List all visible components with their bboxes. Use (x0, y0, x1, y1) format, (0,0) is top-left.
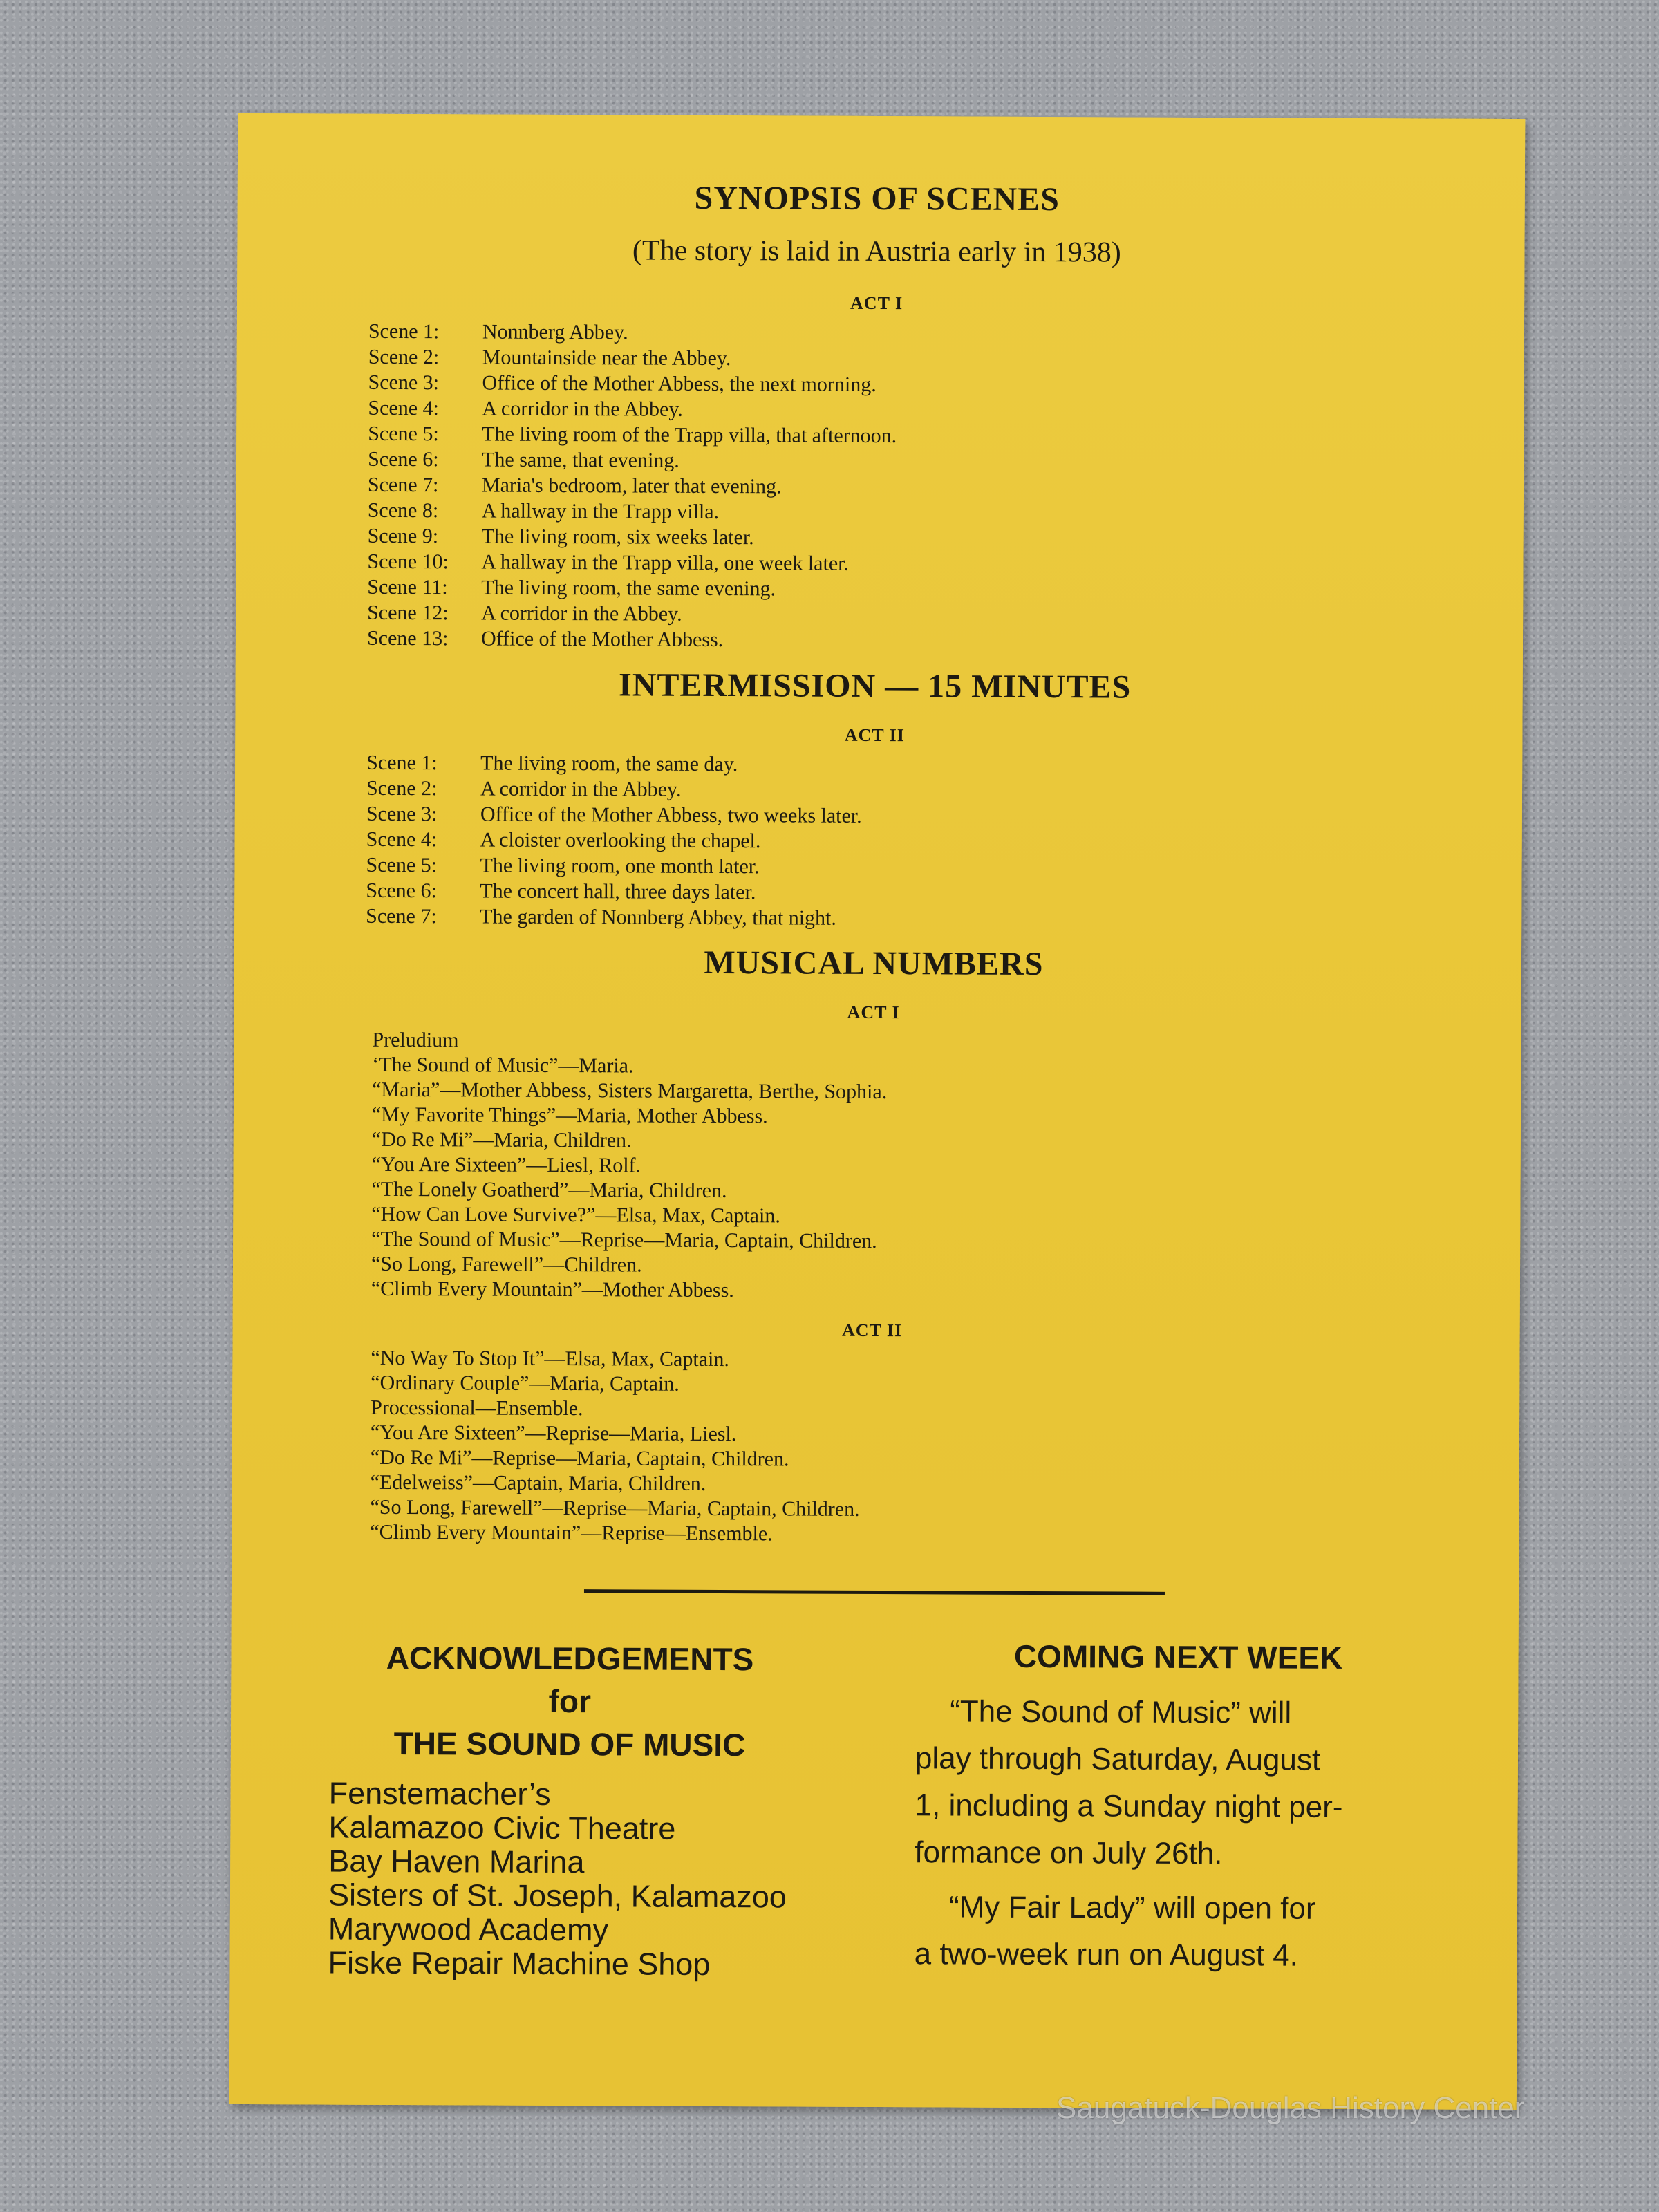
scene-label: Scene 1: (366, 751, 438, 775)
song-item: “My Favorite Things”—Maria, Mother Abbess. (371, 1103, 768, 1128)
act2-scenes-heading: ACT II (844, 724, 906, 746)
song-item: “The Lonely Goatherd”—Maria, Children. (371, 1177, 727, 1203)
scene-row (368, 498, 897, 525)
scene-text: Office of the Mother Abbess, the next morning. (482, 371, 877, 396)
intermission-heading: INTERMISSION — 15 MINUTES (618, 666, 1132, 706)
acknowledgement-item: Fenstemacher’s (328, 1775, 551, 1812)
scene-row (366, 878, 861, 906)
scene-text: A cloister overlooking the chapel. (480, 828, 761, 853)
scene-text: Mountainside near the Abbey. (482, 346, 731, 371)
scene-label: Scene 9: (367, 524, 439, 548)
scene-label: Scene 6: (366, 879, 437, 903)
scene-text: The living room, one month later. (480, 854, 760, 879)
scene-row (368, 447, 897, 474)
act1-scene-list (367, 319, 897, 653)
acknowledgements-title: ACKNOWLEDGEMENTS (386, 1639, 754, 1678)
song-item: “Climb Every Mountain”—Mother Abbess. (371, 1277, 734, 1302)
acknowledgement-item: Fiske Repair Machine Shop (328, 1944, 711, 1982)
song-item: “The Sound of Music”—Reprise—Maria, Captain, Children. (371, 1227, 877, 1253)
paragraph-line: 1, including a Sunday night per- (915, 1788, 1343, 1824)
scene-row (368, 472, 897, 500)
song-item: “Maria”—Mother Abbess, Sisters Margaretta, Berthe, Sophia. (372, 1078, 888, 1104)
scene-label: Scene 1: (368, 319, 440, 344)
scene-label: Scene 4: (366, 827, 438, 852)
scene-text: The garden of Nonnberg Abbey, that night. (480, 905, 837, 930)
acknowledgements-list (328, 1777, 787, 1982)
synopsis-subtitle: (The story is laid in Austria early in 1938) (632, 234, 1121, 269)
musical-numbers-title: MUSICAL NUMBERS (704, 944, 1044, 983)
scene-label: Scene 8: (367, 498, 439, 523)
section-divider (584, 1589, 1165, 1595)
scene-text: The living room, the same day. (480, 751, 738, 776)
scene-row (368, 370, 897, 397)
acknowledgement-item: Sisters of St. Joseph, Kalamazoo (328, 1877, 787, 1915)
song-item: Processional—Ensemble. (371, 1396, 583, 1421)
scene-row (368, 421, 897, 449)
paragraph-line: “The Sound of Music” will (950, 1694, 1292, 1730)
scene-text: Maria's bedroom, later that evening. (481, 474, 782, 498)
acknowledgement-item: Kalamazoo Civic Theatre (328, 1809, 676, 1846)
paragraph-line: formance on July 26th. (915, 1835, 1223, 1871)
synopsis-title: SYNOPSIS OF SCENES (694, 179, 1060, 218)
scene-row (368, 344, 897, 372)
scene-text: A corridor in the Abbey. (482, 397, 684, 421)
scene-text: Office of the Mother Abbess. (480, 627, 724, 652)
scene-label: Scene 7: (367, 473, 439, 497)
scene-row (367, 549, 896, 577)
scene-label: Scene 12: (367, 601, 449, 625)
scene-row (367, 626, 896, 653)
scene-row (366, 827, 862, 854)
paragraph-line: play through Saturday, August (915, 1741, 1321, 1777)
song-item: Preludium (372, 1028, 459, 1052)
act2-scene-list (366, 750, 862, 931)
paragraph-line: a two-week run on August 4. (914, 1937, 1299, 1973)
song-item: “You Are Sixteen”—Liesl, Rolf. (371, 1152, 641, 1177)
song-item: “No Way To Stop It”—Elsa, Max, Captain. (371, 1346, 729, 1371)
scene-label: Scene 6: (368, 447, 439, 471)
acknowledgement-item: Marywood Academy (328, 1911, 609, 1948)
song-item: “Do Re Mi”—Reprise—Maria, Captain, Children. (370, 1445, 789, 1471)
watermark: Saugatuck-Douglas History Center (1056, 2091, 1525, 2125)
act1-songs-heading: ACT I (847, 1002, 900, 1023)
scene-text: A hallway in the Trapp villa. (481, 499, 720, 523)
scene-text: Nonnberg Abbey. (482, 320, 628, 344)
song-item: “How Can Love Survive?”—Elsa, Max, Captain. (371, 1202, 780, 1228)
song-item: “So Long, Farewell”—Children. (371, 1252, 642, 1277)
scene-label: Scene 4: (368, 396, 439, 420)
scene-label: Scene 13: (366, 626, 449, 650)
song-item: ‘The Sound of Music”—Maria. (372, 1053, 634, 1078)
act1-song-list (371, 1028, 888, 1304)
scene-text: A corridor in the Abbey. (481, 601, 682, 626)
scene-label: Scene 3: (366, 802, 438, 826)
scene-text: The living room, six weeks later. (481, 525, 754, 550)
scene-row (366, 750, 862, 778)
scene-text: A hallway in the Trapp villa, one week later. (481, 550, 850, 575)
scene-row (366, 801, 862, 829)
scene-row (367, 600, 896, 628)
scene-row (367, 574, 896, 602)
scene-row (366, 776, 862, 803)
scene-text: The same, that evening. (482, 448, 679, 472)
scene-row (366, 852, 861, 880)
acknowledgement-item: Bay Haven Marina (328, 1843, 585, 1880)
acknowledgements-show-title: THE SOUND OF MUSIC (393, 1725, 746, 1763)
scene-row (368, 319, 897, 346)
song-item: “So Long, Farewell”—Reprise—Maria, Captain, Children. (370, 1495, 860, 1521)
coming-next-paragraph-1 (915, 1688, 1427, 1878)
paragraph-line: “My Fair Lady” will open for (948, 1890, 1316, 1926)
scene-label: Scene 7: (366, 904, 437, 928)
song-item: “You Are Sixteen”—Reprise—Maria, Liesl. (370, 1421, 737, 1446)
act2-song-list (370, 1346, 860, 1547)
song-item: “Do Re Mi”—Maria, Children. (371, 1127, 632, 1152)
coming-next-paragraph-2 (915, 1884, 1427, 1980)
scene-text: The concert hall, three days later. (480, 879, 756, 904)
scene-text: The living room, the same evening. (481, 576, 776, 601)
scene-label: Scene 5: (368, 422, 439, 446)
scene-row (368, 395, 897, 423)
coming-next-title: COMING NEXT WEEK (1013, 1638, 1343, 1676)
scene-label: Scene 2: (366, 776, 438, 800)
song-item: “Edelweiss”—Captain, Maria, Children. (370, 1470, 706, 1495)
scene-label: Scene 3: (368, 371, 440, 395)
scene-label: Scene 2: (368, 345, 440, 369)
acknowledgements-for: for (548, 1683, 592, 1720)
scene-label: Scene 5: (366, 853, 438, 877)
program-sheet (229, 113, 1526, 2110)
acknowledgements-heading (321, 1635, 819, 1766)
song-item: “Ordinary Couple”—Maria, Captain. (371, 1371, 679, 1396)
act2-songs-heading: ACT II (841, 1320, 903, 1341)
song-item: “Climb Every Mountain”—Reprise—Ensemble. (370, 1520, 773, 1546)
scene-row (366, 903, 861, 931)
scene-text: Office of the Mother Abbess, two weeks later. (480, 803, 862, 827)
act1-scenes-heading: ACT I (850, 292, 903, 314)
scene-text: The living room of the Trapp villa, that afternoon. (482, 422, 897, 448)
scene-row (368, 523, 897, 551)
scene-label: Scene 11: (367, 575, 448, 599)
scene-text: A corridor in the Abbey. (480, 777, 682, 801)
scene-label: Scene 10: (367, 550, 449, 574)
